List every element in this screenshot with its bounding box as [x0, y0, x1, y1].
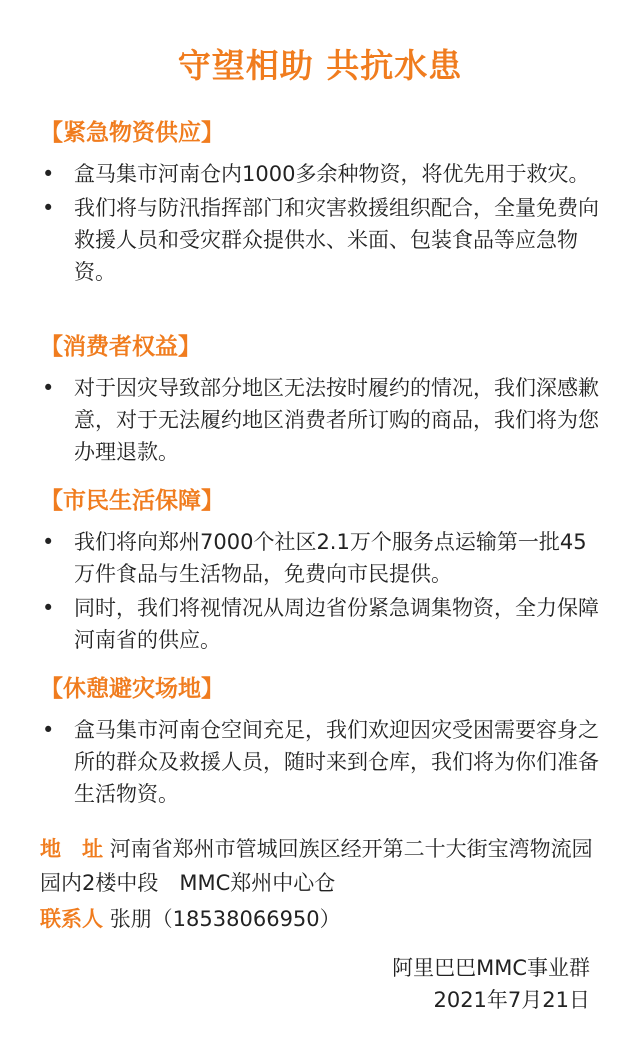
bullet-list	[40, 714, 600, 810]
section-heading: 【休憩避灾场地】	[40, 676, 224, 702]
section-shelter	[40, 672, 600, 812]
list-item: • 盒马集市河南仓内1000多余种物资，将优先用于救灾。	[40, 158, 600, 190]
list-item: • 对于因灾导致部分地区无法按时履约的情况，我们深感歉意，对于无法履约地区消费者所订购的商品，我们将为您办理退款。	[40, 372, 600, 468]
bullet-icon: •	[42, 162, 55, 186]
bullet-icon: •	[42, 376, 55, 400]
section-citizen-livelihood	[40, 484, 600, 658]
bullet-icon: •	[42, 196, 55, 220]
bullet-list	[40, 158, 600, 288]
list-item: • 同时，我们将视情况从周边省份紧急调集物资，全力保障河南省的供应。	[40, 592, 600, 656]
contact-person-value: 张朋（18538066950）	[109, 907, 341, 931]
bullet-list	[40, 372, 600, 468]
section-heading: 【消费者权益】	[40, 334, 201, 360]
page-title: 守望相助 共抗水患	[177, 46, 463, 85]
contact-line	[40, 902, 600, 936]
signature-org: 阿里巴巴MMC事业群	[392, 956, 590, 980]
signature-date: 2021年7月21日	[433, 988, 590, 1012]
section-heading: 【紧急物资供应】	[40, 120, 224, 146]
address-line	[40, 832, 600, 900]
section-consumer-rights	[40, 330, 600, 470]
bullet-list	[40, 526, 600, 656]
list-item: • 我们将与防汛指挥部门和灾害救援组织配合，全量免费向救援人员和受灾群众提供水、米面、包装食品等应急物资。	[40, 192, 600, 288]
contact-person-label: 联系人	[40, 907, 103, 931]
address-label: 地 址	[40, 837, 103, 861]
bullet-icon: •	[42, 718, 55, 742]
section-heading: 【市民生活保障】	[40, 488, 224, 514]
bullet-icon: •	[42, 530, 55, 554]
section-emergency-supplies	[40, 116, 600, 290]
list-item: • 我们将向郑州7000个社区2.1万个服务点运输第一批45万件食品与生活物品，免费向市民提供。	[40, 526, 600, 590]
signature-block	[392, 952, 590, 1016]
bullet-icon: •	[42, 596, 55, 620]
address-value: 河南省郑州市管城回族区经开第二十大街宝湾物流园园内2楼中段 MMC郑州中心仓	[40, 837, 593, 895]
contact-block	[40, 832, 600, 936]
list-item: • 盒马集市河南仓空间充足，我们欢迎因灾受困需要容身之所的群众及救援人员，随时来到仓库，我们将为你们准备生活物资。	[40, 714, 600, 810]
